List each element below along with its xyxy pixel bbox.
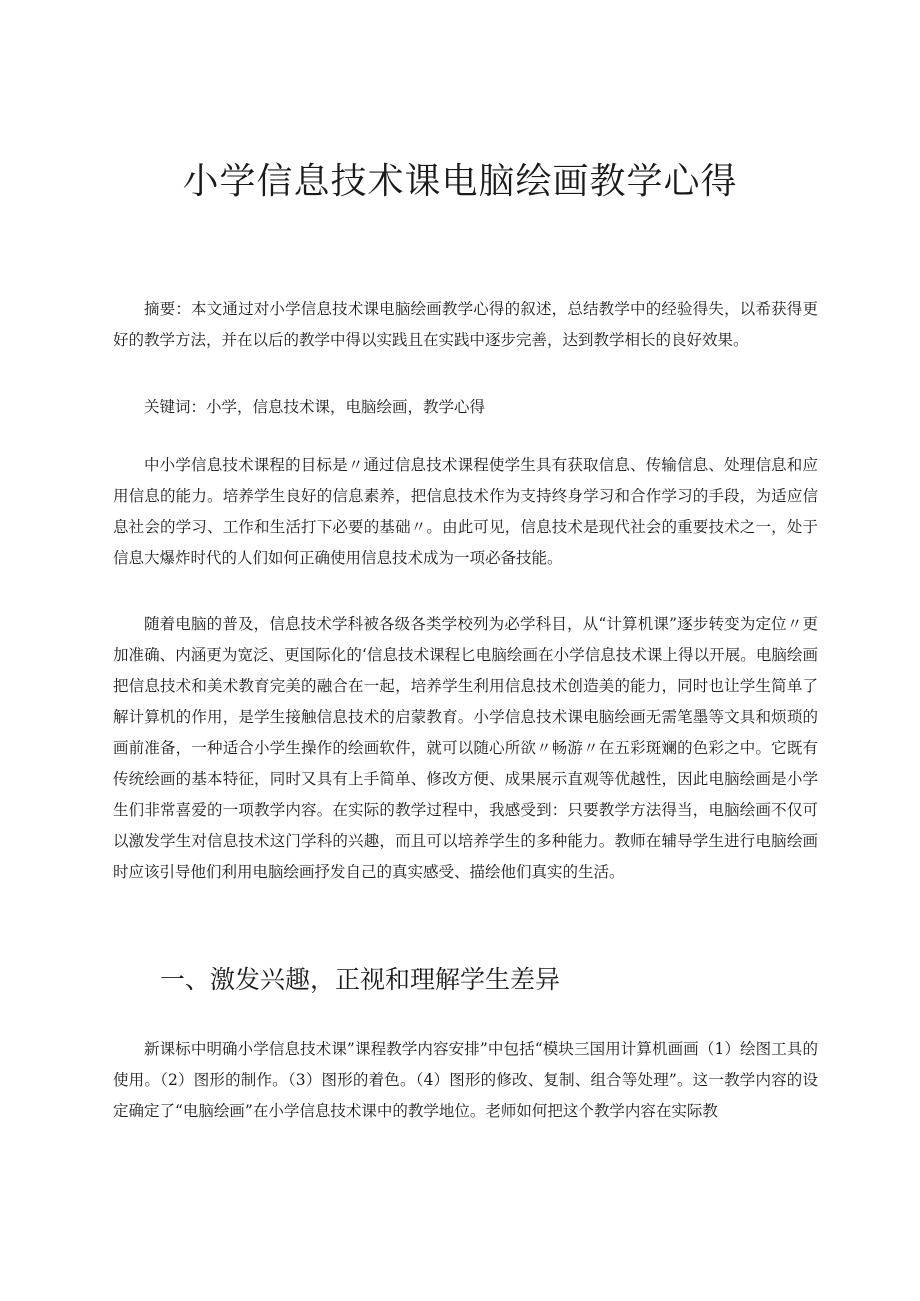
body-paragraph: 中小学信息技术课程的目标是〃通过信息技术课程使学生具有获取信息、传输信息、处理信息和应用信息的能力。培养学生良好的信息素养，把信息技术作为支持终身学习和合作学习的手段，为适应信息社会的学习、工作和生活打下必要的基础〃。由此可见，信息技术是现代社会的重要技术之一，处于信息大爆炸时代的人们如何正确使用信息技术成为一项必备技能。 [113,456,818,567]
abstract-paragraph: 摘要：本文通过对小学信息技术课电脑绘画教学心得的叙述，总结教学中的经验得失，以希获得更好的教学方法，并在以后的教学中得以实践且在实践中逐步完善，达到教学相长的良好效果。 [113,300,818,349]
section-heading: 一、激发兴趣，正视和理解学生差异 [160,965,561,994]
body-paragraph: 随着电脑的普及，信息技术学科被各级各类学校列为必学科目，从“计算机课”逐步转变为定位〃更加准确、内涵更为宽泛、更国际化的‘信息技术课程匕电脑绘画在小学信息技术课上得以开展。电脑绘画把信息技术和美术教育完美的融合在一起，培养学生利用信息技术创造美的能力，同时也让学生简单了解计算机的作用，是学生接触信息技术的启蒙教育。小学信息技术课电脑绘画无需笔墨等文具和烦琐的画前准备，一种适合小学生操作的绘画软件，就可以随心所欲〃畅游〃在五彩斑斓的色彩之中。它既有传统绘画的基本特征，同时又具有上手简单、修改方便、成果展示直观等优越性，因此电脑绘画是小学生们非常喜爱的一项教学内容。在实际的教学过程中，我感受到：只要教学方法得当，电脑绘画不仅可以激发学生对信息技术这门学科的兴趣，而且可以培养学生的多种能力。教师在辅导学生进行电脑绘画时应该引导他们利用电脑绘画抒发自己的真实感受、描绘他们真实的生活。 [113,615,818,881]
body-paragraph: 新课标中明确小学信息技术课”课程教学内容安排”中包括“模块三国用计算机画画（1）绘图工具的使用。（2）图形的制作。（3）图形的着色。（4）图形的修改、复制、组合等处理”。这一教学内容的设定确定了“电脑绘画”在小学信息技术课中的教学地位。老师如何把这个教学内容在实际教 [113,1040,818,1120]
document-title: 小学信息技术课电脑绘画教学心得 [182,161,738,202]
keywords-line: 关键词：小学，信息技术课，电脑绘画，教学心得 [144,398,486,416]
